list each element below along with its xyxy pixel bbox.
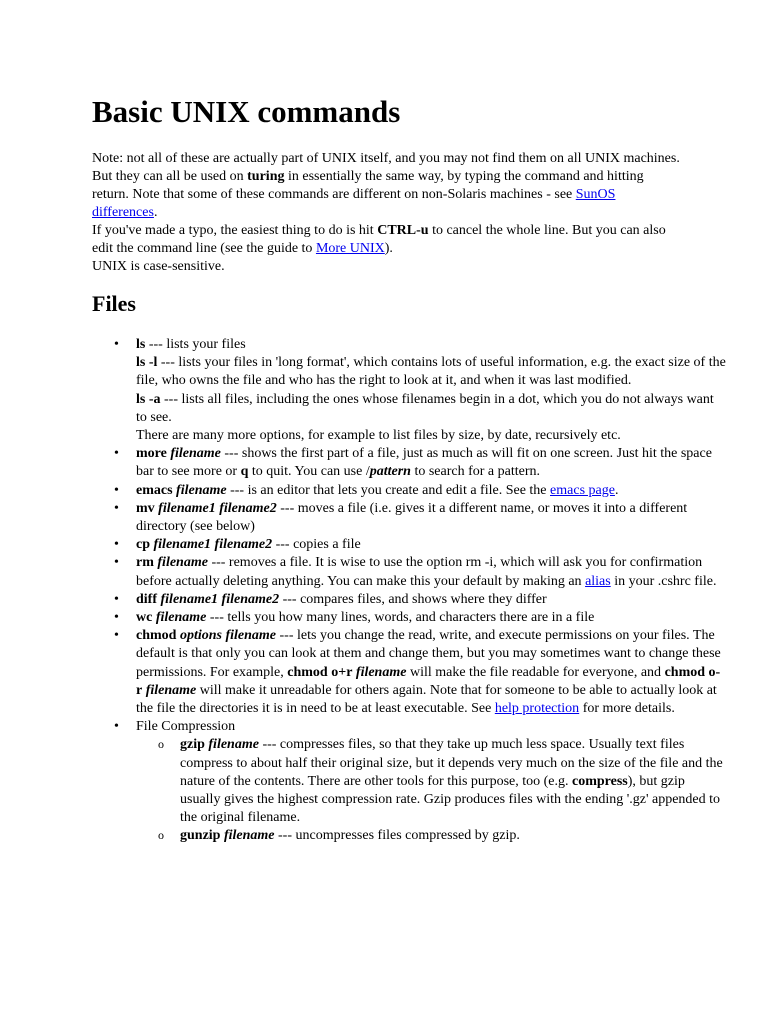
list-item-ls: • ls --- lists your files ls -l --- lists your files in 'long format', which contains lots of useful information, e.g. the exact size of the file, who owns the file and who has the right to look at it, and when it was last modified. ls -a --- lists all files, including the ones whose filenames begin in a dot, which you do not always want to see. There are many more options, for example to list files by size, by date, recursively etc. bbox=[136, 336, 726, 445]
turing-keyword: turing bbox=[247, 169, 285, 184]
list-item-cp: • cp filename1 filename2 --- copies a file bbox=[136, 536, 726, 554]
case-sensitive-note: UNIX is case-sensitive. bbox=[92, 259, 225, 274]
page-title: Basic UNIX commands bbox=[92, 94, 401, 129]
files-heading: Files bbox=[92, 291, 136, 316]
list-item-wc: • wc filename --- tells you how many lines, words, and characters there are in a file bbox=[136, 609, 726, 627]
list-item-emacs: • emacs filename --- is an editor that lets you create and edit a file. See the emacs page. bbox=[136, 482, 726, 500]
list-item-chmod: • chmod options filename --- lets you change the read, write, and execute permissions on your files. The default is that only you can look at them and change them, but you may sometimes want to change these permissions. For example, chmod o+r filename will make the file readable for everyone, and chmod o-r filename will make it unreadable for others again. Note that for someone to be able to actually look at the file the directories it is in need to be at least executable. See help protection for more details. bbox=[136, 627, 726, 718]
compression-sublist bbox=[136, 736, 726, 845]
alias-link[interactable]: alias bbox=[585, 573, 611, 589]
ctrl-u-key: CTRL-u bbox=[377, 223, 429, 238]
list-item-mv: • mv filename1 filename2 --- moves a file (i.e. gives it a different name, or moves it into a different directory (see below) bbox=[136, 500, 726, 536]
list-item-more: • more filename --- shows the first part of a file, just as much as will fit on one screen. Just hit the space bar to see more or q to quit. You can use /pattern to search for a pattern. bbox=[136, 445, 726, 481]
sunos-differences-link[interactable]: SunOS differences bbox=[92, 187, 616, 220]
help-protection-link[interactable]: help protection bbox=[494, 701, 580, 717]
list-item-diff: • diff filename1 filename2 --- compares files, and shows where they differ bbox=[136, 591, 726, 609]
files-command-list bbox=[92, 336, 726, 846]
list-item-file-compression: • File Compression o gzip filename --- compresses files, so that they take up much less space. Usually text files compress to about half their original size, but it depends very much on the size of the file and the nature of the contents. There are other tools for this purpose, too (e.g. compress), but gzip usually gives the highest compression rate. Gzip produces files with the ending '.gz' appended to the original filename. o gunzip filename --- uncompresses files compressed by gzip. bbox=[136, 718, 726, 845]
sublist-item-gzip: o gzip filename --- compresses files, so that they take up much less space. Usually text files compress to about half their original size, but it depends very much on the size of the file and the nature of the contents. There are other tools for this purpose, too (e.g. compress), but gzip usually gives the highest compression rate. Gzip produces files with the ending '.gz' appended to the original filename. bbox=[180, 736, 726, 827]
more-unix-link[interactable]: More UNIX bbox=[315, 241, 385, 256]
intro-paragraph: Note: not all of these are actually part of UNIX itself, and you may not find them on all UNIX machines. But they can all be used on turing in essentially the same way, by typing the command and hitting return. Note that some of these commands are different on non-Solaris machines - see SunOS differences. If you've made a typo, the easiest thing to do is hit CTRL-u to cancel the whole line. But you can also edit the command line (see the guide to More UNIX). UNIX is case-sensitive. bbox=[92, 151, 680, 274]
list-item-rm: • rm filename --- removes a file. It is wise to use the option rm -i, which will ask you for confirmation before actually deleting anything. You can make this your default by making an alias in your .cshrc file. bbox=[136, 554, 726, 590]
sublist-item-gunzip: o gunzip filename --- uncompresses files compressed by gzip. bbox=[180, 827, 726, 845]
emacs-page-link[interactable]: emacs page bbox=[550, 482, 615, 498]
